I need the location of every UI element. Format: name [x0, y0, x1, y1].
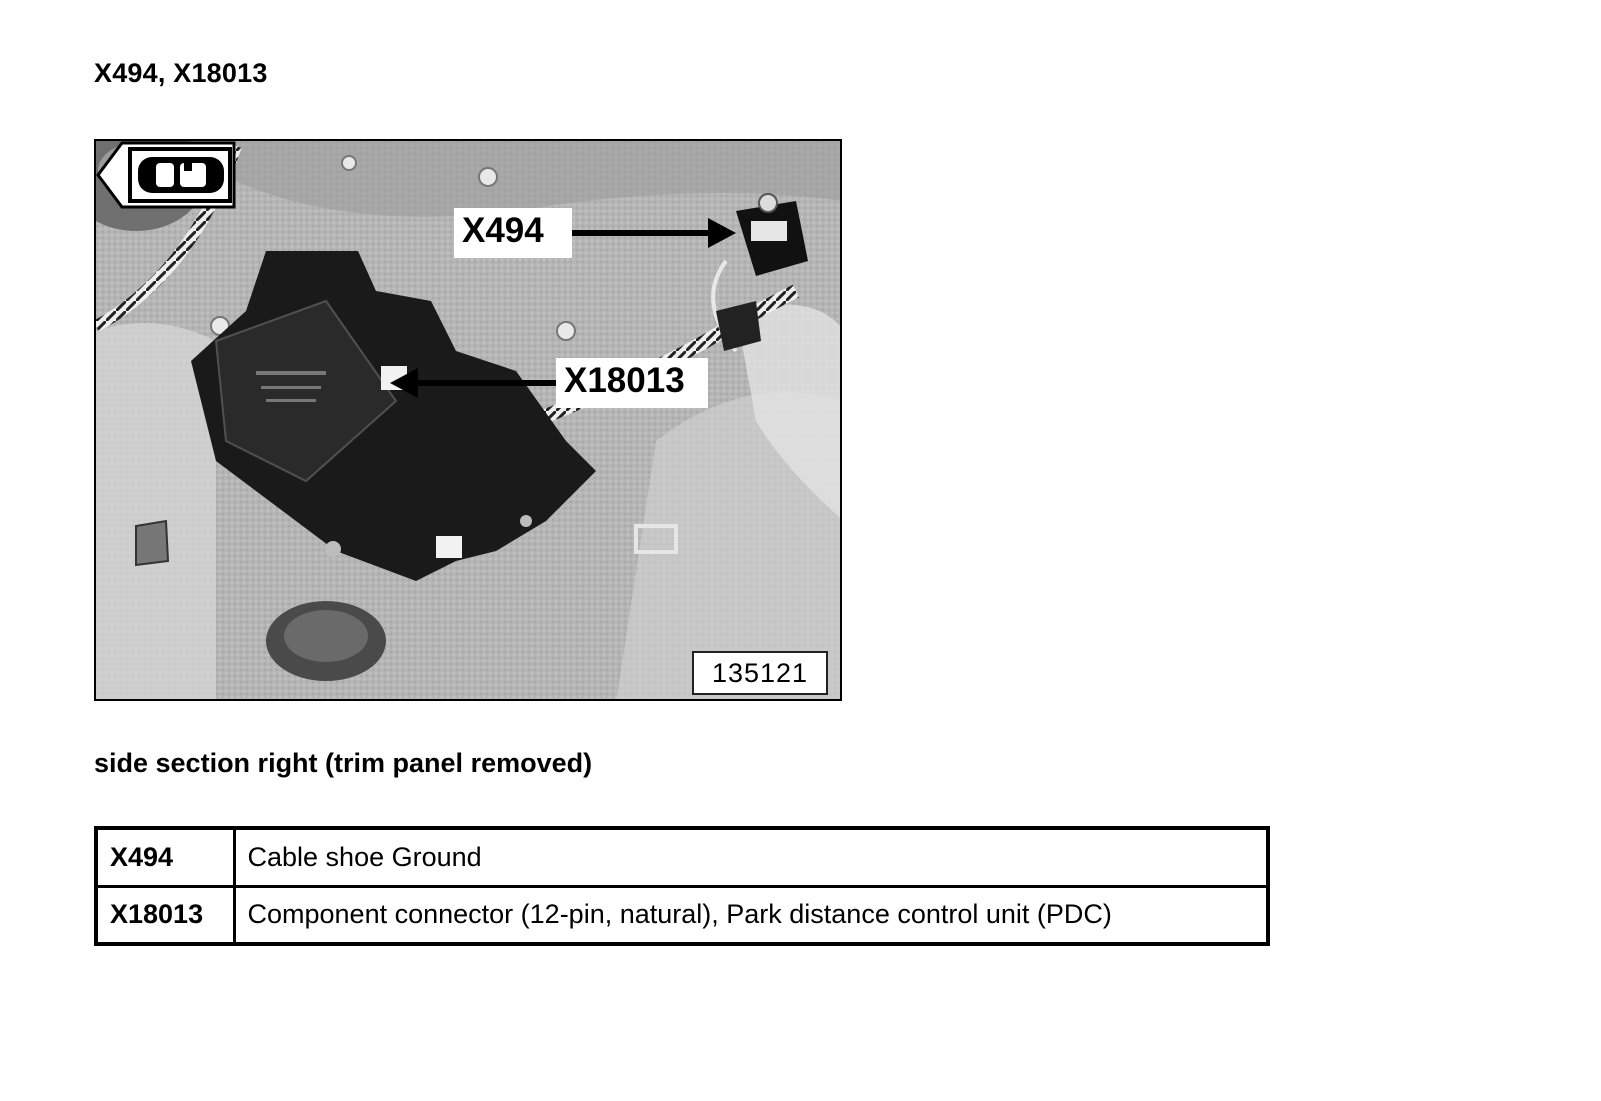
page-title: X494, X18013: [94, 58, 268, 88]
callout-x494: X494: [454, 208, 572, 258]
vehicle-view-right-side-icon: [96, 141, 236, 209]
connector-description: Component connector (12-pin, natural), Park distance control unit (PDC): [234, 886, 1268, 944]
callout-x18013: X18013: [556, 358, 708, 408]
table-row: [96, 828, 1268, 886]
figure-caption: side section right (trim panel removed): [94, 748, 593, 778]
table-row: [96, 886, 1268, 944]
connector-description: Cable shoe Ground: [234, 828, 1268, 886]
connector-legend-table: [94, 826, 1270, 946]
connector-code: X18013: [96, 886, 234, 944]
component-location-photo: [94, 139, 842, 701]
connector-code: X494: [96, 828, 234, 886]
image-reference-number: 135121: [692, 651, 828, 695]
